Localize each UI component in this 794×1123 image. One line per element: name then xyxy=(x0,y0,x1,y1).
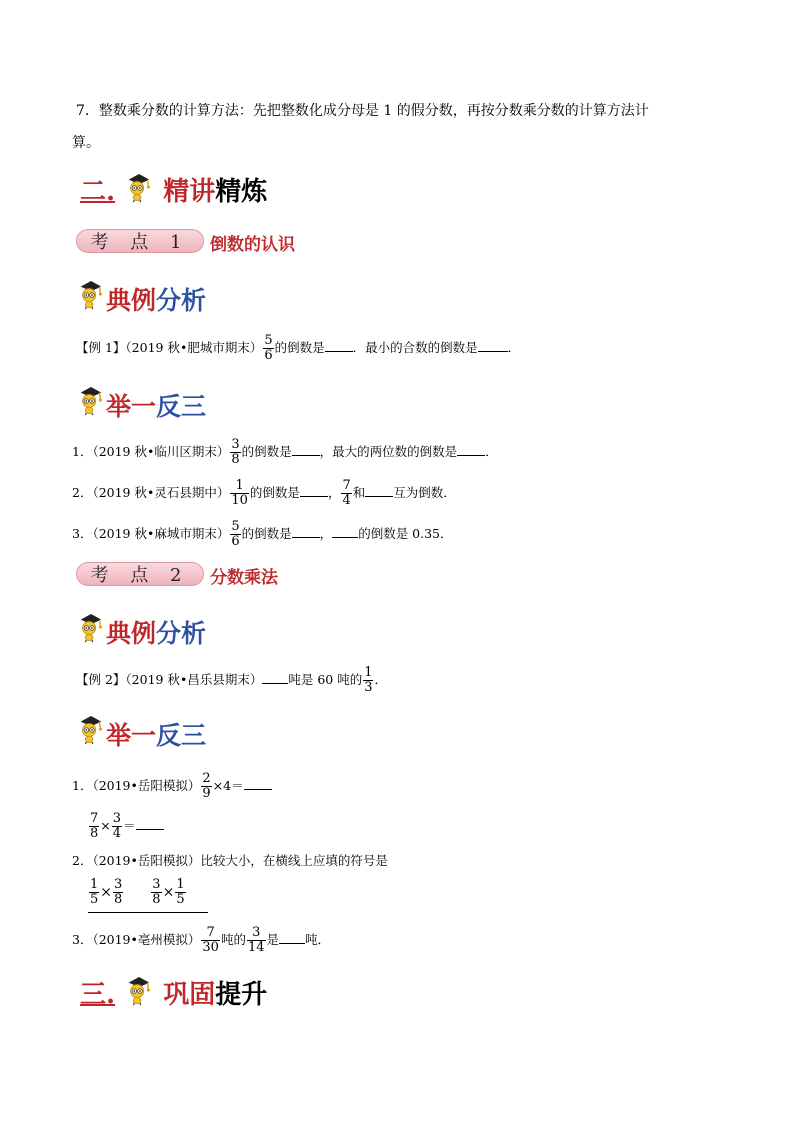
fraction: $\frac{3}{8}$ xyxy=(114,877,123,907)
answer-blank[interactable] xyxy=(332,525,358,538)
example-2: 【例 2】（2019 秋•昌乐县期末） 吨是 60 吨的 $\frac{1}{3}$ ． xyxy=(76,665,387,695)
section-3-title-black: 提升 xyxy=(215,980,268,1010)
mascot-icon xyxy=(76,714,106,746)
answer-blank[interactable] xyxy=(262,671,288,684)
compare-gap xyxy=(124,885,150,897)
key-point-2-badge: 考 点 2 xyxy=(76,562,204,586)
question-1-1: 1．（2019 秋•临川区期末） $\frac{3}{8}$ 的倒数是 ，最大的两位数的倒数是 ． xyxy=(72,437,498,467)
answer-blank[interactable] xyxy=(88,912,208,913)
fraction: $\frac{7}{4}$ xyxy=(342,478,351,508)
mascot-icon xyxy=(76,612,106,644)
fraction: $\frac{3}{8}$ xyxy=(231,437,240,467)
key-point-1-title: 倒数的认识 xyxy=(210,235,295,255)
answer-blank[interactable] xyxy=(279,931,305,944)
answer-blank[interactable] xyxy=(457,443,485,456)
practice-heading-2 xyxy=(76,714,206,752)
mascot-icon xyxy=(76,279,106,311)
example-analysis-heading-1 xyxy=(76,279,206,317)
section-3-heading xyxy=(80,975,267,1012)
fraction: $\frac{3}{14}$ xyxy=(247,925,265,955)
analysis-head-part1: 典例 xyxy=(106,286,157,315)
example-1-tag: 【例 1】（2019 秋•肥城市期末） xyxy=(76,340,263,355)
key-point-2-title: 分数乘法 xyxy=(210,568,278,588)
analysis-head-part2: 分析 xyxy=(156,619,207,648)
section-3-number: 三. xyxy=(80,980,116,1010)
answer-blank[interactable] xyxy=(244,777,272,790)
question-2-2: 2．（2019•岳阳模拟）比较大小，在横线上应填的符号是 xyxy=(72,853,388,868)
intro-line-1: 7．整数乘分数的计算方法：先把整数化成分母是 1 的假分数，再按分数乘分数的计算方法计 xyxy=(76,103,649,119)
fraction: $\frac{7}{8}$ xyxy=(90,811,99,841)
analysis-head-part1: 典例 xyxy=(106,619,157,648)
mascot-icon xyxy=(124,975,154,1007)
practice-head-part2: 反三 xyxy=(156,392,207,421)
fraction: $\frac{1}{5}$ xyxy=(90,877,99,907)
section-2-number: 二. xyxy=(80,177,116,207)
answer-blank[interactable] xyxy=(325,339,353,352)
fraction: $\frac{7}{30}$ xyxy=(202,925,219,955)
mascot-icon xyxy=(76,385,106,417)
question-2-1-part-b: $\frac{7}{8}$ × $\frac{3}{4}$ ＝ xyxy=(88,812,164,841)
fraction: $\frac{2}{9}$ xyxy=(202,771,211,801)
answer-blank[interactable] xyxy=(300,484,328,497)
section-2-title-red: 精讲 xyxy=(163,177,216,207)
answer-blank[interactable] xyxy=(136,817,164,830)
answer-blank[interactable] xyxy=(478,339,508,352)
answer-blank[interactable] xyxy=(365,484,393,497)
question-2-3: 3．（2019•亳州模拟） $\frac{7}{30}$ 吨的 $\frac{3}{14}$ 是 吨． xyxy=(72,925,331,955)
fraction: $\frac{3}{8}$ xyxy=(152,877,161,907)
fraction: $\frac{5}{6}$ xyxy=(231,519,240,549)
intro-line-2: 算。 xyxy=(72,135,100,151)
section-2-heading xyxy=(80,172,267,209)
practice-heading-1 xyxy=(76,385,206,423)
fraction: $\frac{3}{4}$ xyxy=(112,811,122,841)
question-2-2-comparison: $\frac{1}{5}$ × $\frac{3}{8}$ $\frac{3}{8}$ × $\frac{1}{5}$ xyxy=(90,877,185,907)
section-3-title-red: 巩固 xyxy=(163,980,216,1010)
analysis-head-part2: 分析 xyxy=(156,286,207,315)
fraction: $\frac{5}{6}$ xyxy=(264,333,273,363)
fraction: $\frac{1}{5}$ xyxy=(176,877,185,907)
fraction: $\frac{1}{10}$ xyxy=(231,478,248,508)
answer-blank[interactable] xyxy=(292,525,320,538)
practice-head-part2: 反三 xyxy=(156,721,207,750)
question-1-3: 3．（2019 秋•麻城市期末） $\frac{5}{6}$ 的倒数是 ， 的倒数是 0.35． xyxy=(72,519,453,549)
mascot-icon xyxy=(124,172,154,204)
key-point-1-badge: 考 点 1 xyxy=(76,229,204,253)
section-2-title-black: 精炼 xyxy=(215,177,268,207)
answer-blank[interactable] xyxy=(292,443,320,456)
question-1-2: 2．（2019 秋•灵石县期中） $\frac{1}{10}$ 的倒数是 ， $\frac{7}{4}$ 和 互为倒数． xyxy=(72,478,456,508)
practice-head-part1: 举一 xyxy=(106,721,157,750)
example-1: 【例 1】（2019 秋•肥城市期末） $\frac{5}{6}$ 的倒数是 ．最小的合数的倒数是 ． xyxy=(76,333,521,363)
practice-head-part1: 举一 xyxy=(106,392,157,421)
example-analysis-heading-2 xyxy=(76,612,206,650)
fraction: $\frac{1}{3}$ xyxy=(364,665,373,695)
question-2-1: 1．（2019•岳阳模拟） $\frac{2}{9}$ ×4＝ xyxy=(72,772,272,801)
